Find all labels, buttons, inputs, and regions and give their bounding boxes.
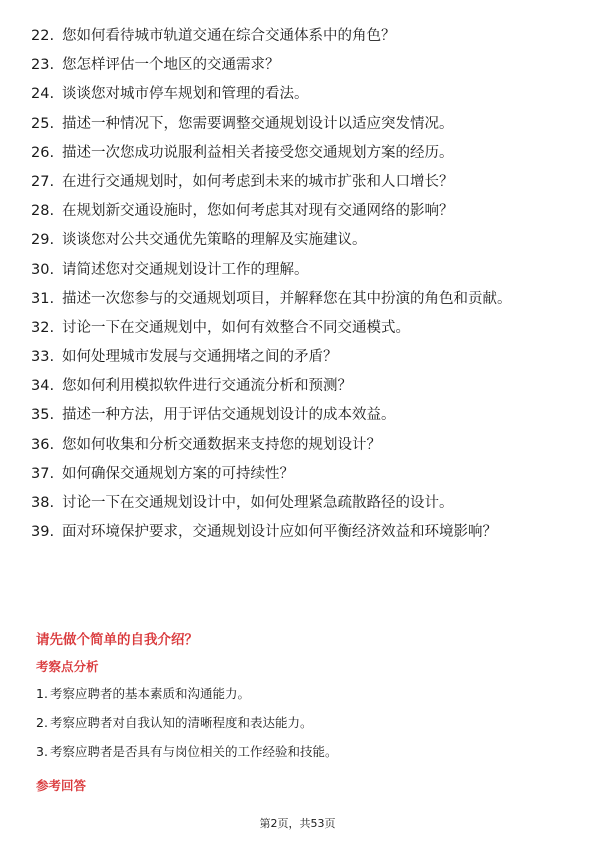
question-number: 26.: [31, 144, 55, 161]
question-number: 24.: [31, 86, 55, 103]
question-number: 35.: [31, 407, 55, 424]
question-text: 在进行交通规划时，如何考虑到未来的城市扩张和人口增长？: [62, 173, 454, 190]
question-text: 讨论一下在交通规划中，如何有效整合不同交通模式。: [62, 319, 410, 336]
question-item: [31, 54, 571, 77]
point-text: 考察应聘者是否具有与岗位相关的工作经验和技能。: [50, 744, 338, 759]
question-number: 38.: [31, 495, 55, 511]
question-item: [31, 259, 571, 282]
question-text: 描述一种方法，用于评估交通规划设计的成本效益。: [62, 407, 396, 424]
point-text: 考察应聘者的基本素质和沟通能力。: [50, 686, 251, 701]
question-number: 33.: [31, 349, 55, 366]
question-item: [31, 200, 571, 223]
question-text: 描述一种情况下，您需要调整交通规划设计以适应突发情况。: [62, 115, 454, 132]
question-item: [31, 317, 571, 340]
analysis-point: [36, 713, 566, 733]
question-text: 描述一次您成功说服利益相关者接受您交通规划方案的经历。: [62, 144, 454, 161]
point-number: 3.: [36, 744, 48, 759]
question-item: [31, 288, 571, 311]
question-text: 谈谈您对公共交通优先策略的理解及实施建议。: [62, 232, 367, 249]
question-item: [31, 375, 571, 398]
question-item: [31, 492, 571, 515]
question-text: 描述一次您参与的交通规划项目，并解释您在其中扮演的角色和贡献。: [62, 290, 512, 307]
section-title: 请先做个简单的自我介绍？: [36, 632, 198, 648]
page-footer: 第2页，共53页: [259, 817, 336, 830]
question-number: 27.: [31, 173, 55, 190]
question-text: 您怎样评估一个地区的交通需求？: [62, 57, 280, 74]
question-number: 23.: [31, 57, 55, 74]
question-item: [31, 521, 571, 544]
point-number: 2.: [36, 715, 48, 730]
question-text: 您如何收集和分析交通数据来支持您的规划设计？: [62, 436, 381, 453]
question-number: 30.: [31, 261, 55, 278]
question-number: 31.: [31, 290, 55, 307]
analysis-point: [36, 684, 566, 704]
reference-answer-title: 参考回答: [36, 778, 87, 793]
analysis-title: 考察点分析: [36, 659, 99, 674]
question-number: 37.: [31, 465, 55, 482]
question-number: 39.: [31, 524, 55, 541]
question-text: 在规划新交通设施时，您如何考虑其对现有交通网络的影响？: [62, 203, 454, 220]
question-number: 28.: [31, 203, 55, 220]
question-text: 谈谈您对城市停车规划和管理的看法。: [62, 86, 309, 103]
analysis-point: [36, 742, 566, 762]
question-text: 如何确保交通规划方案的可持续性？: [62, 465, 294, 482]
question-item: [31, 142, 571, 165]
question-number: 36.: [31, 436, 55, 453]
question-number: 34.: [31, 378, 55, 395]
question-number: 32.: [31, 319, 55, 336]
question-text: 讨论一下在交通规划设计中，如何处理紧急疏散路径的设计。: [62, 495, 454, 511]
question-item: [31, 404, 571, 427]
question-text: 面对环境保护要求，交通规划设计应如何平衡经济效益和环境影响？: [62, 524, 497, 541]
question-item: [31, 346, 571, 369]
question-number: 29.: [31, 232, 55, 249]
question-number: 22.: [31, 28, 55, 44]
question-item: [31, 463, 571, 486]
analysis-points: [36, 684, 566, 771]
question-text: 请简述您对交通规划设计工作的理解。: [62, 261, 309, 278]
question-text: 如何处理城市发展与交通拥堵之间的矛盾？: [62, 349, 338, 366]
question-item: [31, 113, 571, 136]
question-text: 您如何看待城市轨道交通在综合交通体系中的角色？: [62, 28, 396, 44]
point-text: 考察应聘者对自我认知的清晰程度和表达能力。: [50, 715, 313, 730]
question-text: 您如何利用模拟软件进行交通流分析和预测？: [62, 378, 352, 395]
question-item: [31, 171, 571, 194]
point-number: 1.: [36, 686, 48, 701]
question-item: [31, 25, 571, 48]
question-list: [31, 25, 571, 550]
question-item: [31, 434, 571, 457]
question-item: [31, 83, 571, 106]
question-item: [31, 229, 571, 252]
question-number: 25.: [31, 115, 55, 132]
